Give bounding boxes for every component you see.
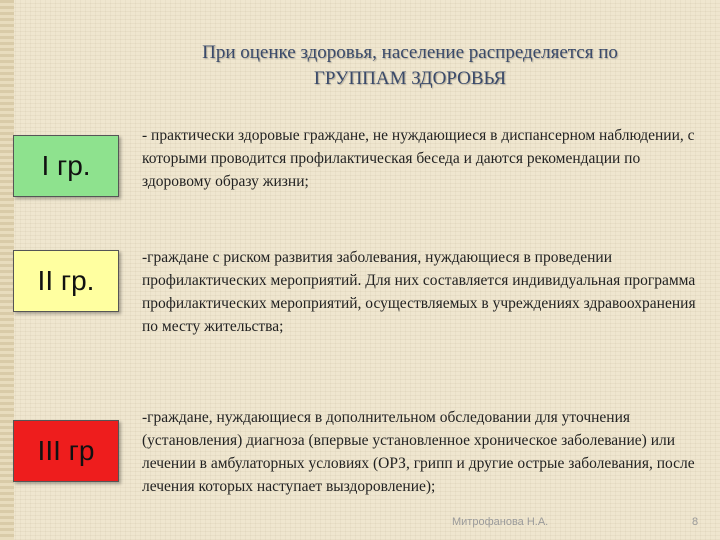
slide-title [100,40,720,92]
page-number: 8 [692,516,699,528]
group-1-box: I гр. [13,135,119,197]
title-line-1: При оценке здоровья, население распределяется по [202,42,618,63]
slide-left-border [0,0,14,540]
group-1-description: - практически здоровые граждане, не нуждающиеся в диспансерном наблюдении, с которыми проводится профилактическая беседа и даются рекомендации по здоровому образу жизни; [142,127,695,190]
group-2-box: II гр. [13,250,119,312]
group-3-description: -граждане, нуждающиеся в дополнительном обследовании для уточнения (установления) диагноза (впервые установленное хроническое заболевание) или лечении в амбулаторных условиях (ОРЗ, грипп и другие острые заболевания, после лечения которых наступает выздоровление); [142,409,695,495]
group-3-box: III гр [13,420,119,482]
title-line-2: ГРУППАМ ЗДОРОВЬЯ [313,68,507,89]
footer-author: Митрофанова Н.А. [452,516,549,528]
group-2-description: -граждане с риском развития заболевания, нуждающиеся в проведении профилактических мероприятий. Для них составляется индивидуальная программа профилактических мероприятий, осуществляемых в учреждениях здравоохранения по месту жительства; [142,249,696,335]
